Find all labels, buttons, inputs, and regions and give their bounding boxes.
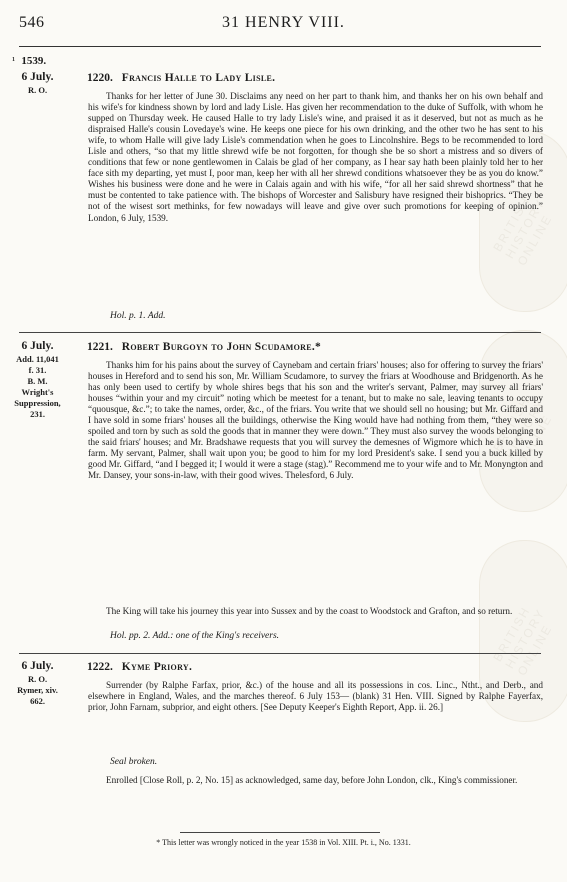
watermark-text: BRITISH HISTORY ONLINE [490, 193, 556, 269]
entry-margin [0, 72, 75, 96]
header-rule [19, 46, 541, 47]
entry-number: 1221. [87, 341, 113, 353]
entry-postscript: The King will take his journey this year into Sussex and by the coast to Woodstock and Grafton, and so return. [106, 606, 513, 616]
source-ref: R. O. [27, 85, 48, 95]
footnote: * This letter was wrongly noticed in the year 1538 in Vol. XIII. Pt. i., No. 1331. [156, 838, 411, 847]
entry-date: 6 July. [21, 71, 54, 83]
entry-margin [0, 661, 75, 707]
entry-note: Hol. pp. 2. Add.: one of the King's receivers. [110, 631, 280, 641]
entry-number: 1220. [87, 72, 113, 84]
page-number: 546 [19, 14, 45, 31]
source-ref: Suppression, [14, 398, 61, 408]
entry-heading [87, 341, 321, 353]
year-label: 1539. [21, 55, 47, 67]
entry-title: Kyme Priory. [121, 661, 193, 673]
source-ref: Add. 11,041 [16, 354, 59, 364]
entry-margin [0, 341, 75, 420]
year-tick: ¹ [12, 55, 16, 67]
year-line [12, 55, 46, 67]
entry-body: Thanks him for his pains about the survey of Caynebam and certain friars' houses; also for offering to survey the friars' houses in Hereford and to send his son, Mr. William Scudamore, to survey the friars at Woodhouse and Bridgenorth. As he has only been used to certify by whole shires begs that his son and the writer's servant, Palmer, may survey all friars' houses “within your and my circuit” noting which be meetest for a tenant, but to make no sale, leaving tenants to occupy “quousque, &c.”; to take the names, order, &c., of the friars. You write that we should sell no housing; but Mr. Giffard and I have sold in some friars' houses all the buildings, otherwise the King would have had nothing from them, “they were so spoiled and torn by such as sold the goods that in manner they were down.” They must also survey the woods belonging to the said friars' houses; and Mr. Bradshawe requests that you will survey the demesnes of Wigmore which he is to have in farm. My servant, Palmer, shall wait upon you; be good to him for my lord President's sake. I send you a buck killed by good Mr. Giffard, “and I begged it; I would it were a stage (stag).” Recommend me to your wife and to Mr. Monyngton and Mr. Dansey, your sons-in-law, with their good wives. Thelesford, 6 July. [88, 360, 543, 481]
entry-heading [87, 72, 275, 84]
source-ref: Wright's [21, 387, 54, 397]
source-ref: R. O. [27, 674, 48, 684]
watermark-text: BRITISH HISTORY ONLINE [490, 393, 556, 469]
entry-note: Hol. p. 1. Add. [110, 311, 166, 321]
entry-body: Surrender (by Ralphe Farfax, prior, &c.) of the house and all its possessions in cos. Linc., Ntht., and Derb., and elsewhere in England, Wales, and the marches thereof. 6 July 153— (blank) 31 Hen. VIII. Signed by Ralphe Fayerfax, prior, John Farnam, subprior, and eight others. [See Deputy Keeper's Eighth Report, App. ii. 26.] [88, 680, 543, 713]
entry-title: Robert Burgoyn to John Scudamore.* [121, 341, 322, 353]
source-ref: f. 31. [28, 365, 47, 375]
entry-date: 6 July. [21, 660, 54, 672]
watermark-text: BRITISH HISTORY ONLINE [490, 603, 556, 679]
source-ref: B. M. [27, 376, 48, 386]
entry-number: 1222. [87, 661, 113, 673]
footnote-rule [180, 832, 380, 833]
entry-enrolment: Enrolled [Close Roll, p. 2, No. 15] as acknowledged, same day, before John London, clk., King's commissioner. [106, 775, 518, 785]
entry-heading [87, 661, 192, 673]
entry-separator [19, 653, 541, 654]
entry-body: Thanks for her letter of June 30. Disclaims any need on her part to thank him, and thanks her on his own behalf and his wife's for kindness shown by lord and lady Lisle. Has given her recommendation to the duke of Suffolk, with whom he supped on Thursday week. He caused Halle to try lady Lisle's wine, and praised it as it deserved, but not as much as he dispraised Halle's cousin Lovedaye's wine. He keeps one piece for his own drinking, and the other two he has sent to his wife, to whom Halle will give lady Lisle's commendation when he goes to Lincolnshire. Begs to be recommended to lord Lisle and others, “so that my little shrewd wife be not forgotten, for though she be so short a mistress and so divers of conditions that few or none gentlewomen in Calais be glad of her company, as I hear say hath been plainly told her to her face sith my departing, yet must I, poor man, keep her with all her shrewd conditions whatsoever they be as you do know.” Wishes his business were done and he were in Calais again and with his wife, “for all her said shrewd shortness” that he must be contented to take patience with. The bishops of Worcester and Salisbury have resigned their bishoprics. “They be not of the wisest sort methinks, for few nowadays will leave and give over such promotions for keeping of opinion.” London, 6 July, 1539. [88, 91, 543, 223]
running-title: 31 HENRY VIII. [222, 14, 345, 31]
entry-title: Francis Halle to Lady Lisle. [121, 72, 276, 84]
entry-date: 6 July. [21, 340, 54, 352]
source-ref: 231. [30, 409, 45, 419]
source-ref: 662. [30, 696, 45, 706]
entry-separator [19, 332, 541, 333]
entry-note: Seal broken. [110, 757, 158, 767]
source-ref: Rymer, xiv. [17, 685, 58, 695]
